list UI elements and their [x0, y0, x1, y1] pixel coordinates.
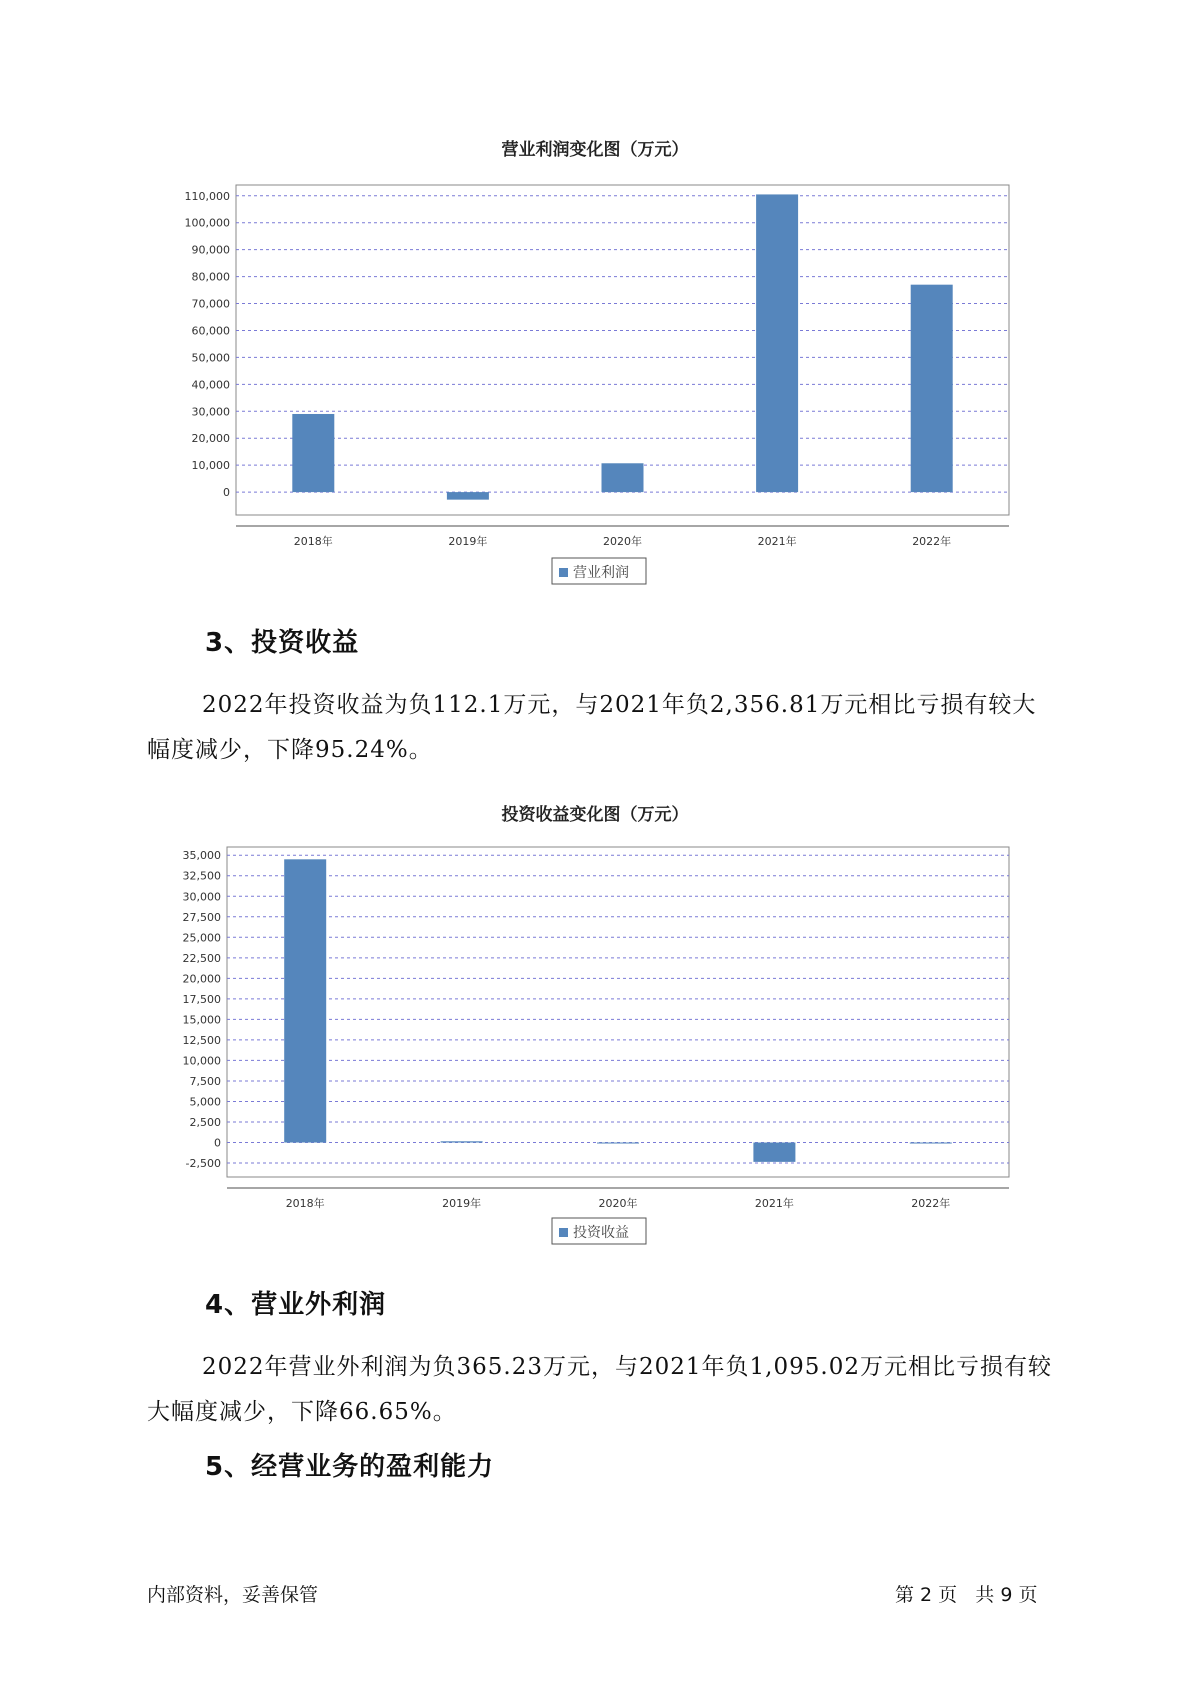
y-tick-label: 7,500	[189, 1074, 221, 1088]
y-tick-label: 50,000	[191, 351, 230, 365]
x-tick-label: 2020年	[603, 535, 642, 548]
legend-swatch	[559, 568, 568, 577]
y-tick-label: -2,500	[185, 1157, 221, 1171]
y-tick-label: 2,500	[189, 1116, 221, 1129]
bar-2018年	[292, 414, 334, 492]
chart-legend	[552, 558, 646, 584]
y-tick-label: 17,500	[182, 992, 221, 1006]
investment-income-chart-svg	[0, 795, 1191, 1265]
y-tick-label: 32,500	[182, 869, 221, 883]
chart-legend	[552, 1218, 646, 1244]
bar-2018年	[284, 859, 326, 1142]
y-tick-label: 110,000	[184, 189, 230, 203]
legend-label: 营业利润	[573, 565, 629, 581]
bar-2022年	[911, 285, 953, 492]
legend-swatch	[559, 1228, 568, 1237]
y-tick-label: 0	[214, 1136, 221, 1150]
y-tick-label: 35,000	[182, 849, 221, 863]
section-3-heading: 3、投资收益	[205, 628, 360, 658]
y-tick-label: 12,500	[182, 1033, 221, 1047]
x-tick-label: 2019年	[448, 535, 488, 548]
y-tick-label: 90,000	[191, 243, 230, 257]
y-tick-label: 25,000	[182, 931, 221, 945]
bar-2020年	[602, 463, 644, 492]
section-4-heading: 4、营业外利润	[205, 1290, 387, 1320]
operating-profit-chart-svg	[0, 130, 1191, 600]
y-tick-label: 22,500	[182, 951, 221, 965]
bar-2021年	[756, 194, 798, 492]
x-tick-label: 2019年	[442, 1197, 482, 1210]
bar-2019年	[441, 1141, 483, 1142]
y-tick-label: 20,000	[182, 972, 221, 986]
y-tick-label: 27,500	[182, 910, 221, 924]
bar-2021年	[753, 1143, 795, 1162]
y-tick-label: 40,000	[191, 378, 230, 392]
x-tick-label: 2020年	[598, 1197, 638, 1210]
y-tick-label: 60,000	[191, 324, 230, 338]
chart-title: 投资收益变化图（万元）	[501, 805, 689, 825]
y-tick-label: 5,000	[189, 1095, 221, 1109]
legend-label: 投资收益	[573, 1225, 629, 1241]
x-tick-label: 2022年	[912, 535, 952, 548]
y-tick-label: 15,000	[182, 1013, 221, 1027]
bar-2020年	[597, 1143, 639, 1144]
bar-2022年	[910, 1143, 952, 1144]
x-tick-label: 2018年	[285, 1197, 325, 1210]
y-tick-label: 10,000	[182, 1054, 221, 1068]
y-tick-label: 30,000	[182, 890, 221, 904]
y-tick-label: 80,000	[191, 270, 230, 284]
section-4-paragraph: 2022年营业外利润为负365.23万元，与2021年负1,095.02万元相比亏损有较大幅度减少，下降66.65%。	[147, 1354, 1052, 1425]
footer-page-number: 第 2 页 共 9 页	[895, 1584, 1038, 1606]
chart-title: 营业利润变化图（万元）	[501, 140, 689, 160]
section-5-heading: 5、经营业务的盈利能力	[205, 1452, 495, 1482]
y-tick-label: 30,000	[191, 405, 230, 419]
y-tick-label: 70,000	[191, 297, 230, 311]
y-tick-label: 20,000	[191, 432, 230, 446]
y-tick-label: 100,000	[184, 216, 230, 230]
operating-profit-chart	[0, 130, 1191, 600]
x-tick-label: 2021年	[754, 1197, 794, 1210]
footer-confidential-note: 内部资料，妥善保管	[147, 1584, 319, 1606]
investment-income-chart	[0, 795, 1191, 1265]
x-tick-label: 2022年	[911, 1197, 951, 1210]
x-tick-label: 2018年	[293, 535, 333, 548]
y-tick-label: 0	[223, 486, 230, 500]
x-tick-label: 2021年	[757, 535, 797, 548]
section-3-paragraph: 2022年投资收益为负112.1万元，与2021年负2,356.81万元相比亏损有较大幅度减少，下降95.24%。	[147, 692, 1037, 763]
bar-2019年	[447, 492, 489, 500]
y-tick-label: 10,000	[191, 459, 230, 473]
